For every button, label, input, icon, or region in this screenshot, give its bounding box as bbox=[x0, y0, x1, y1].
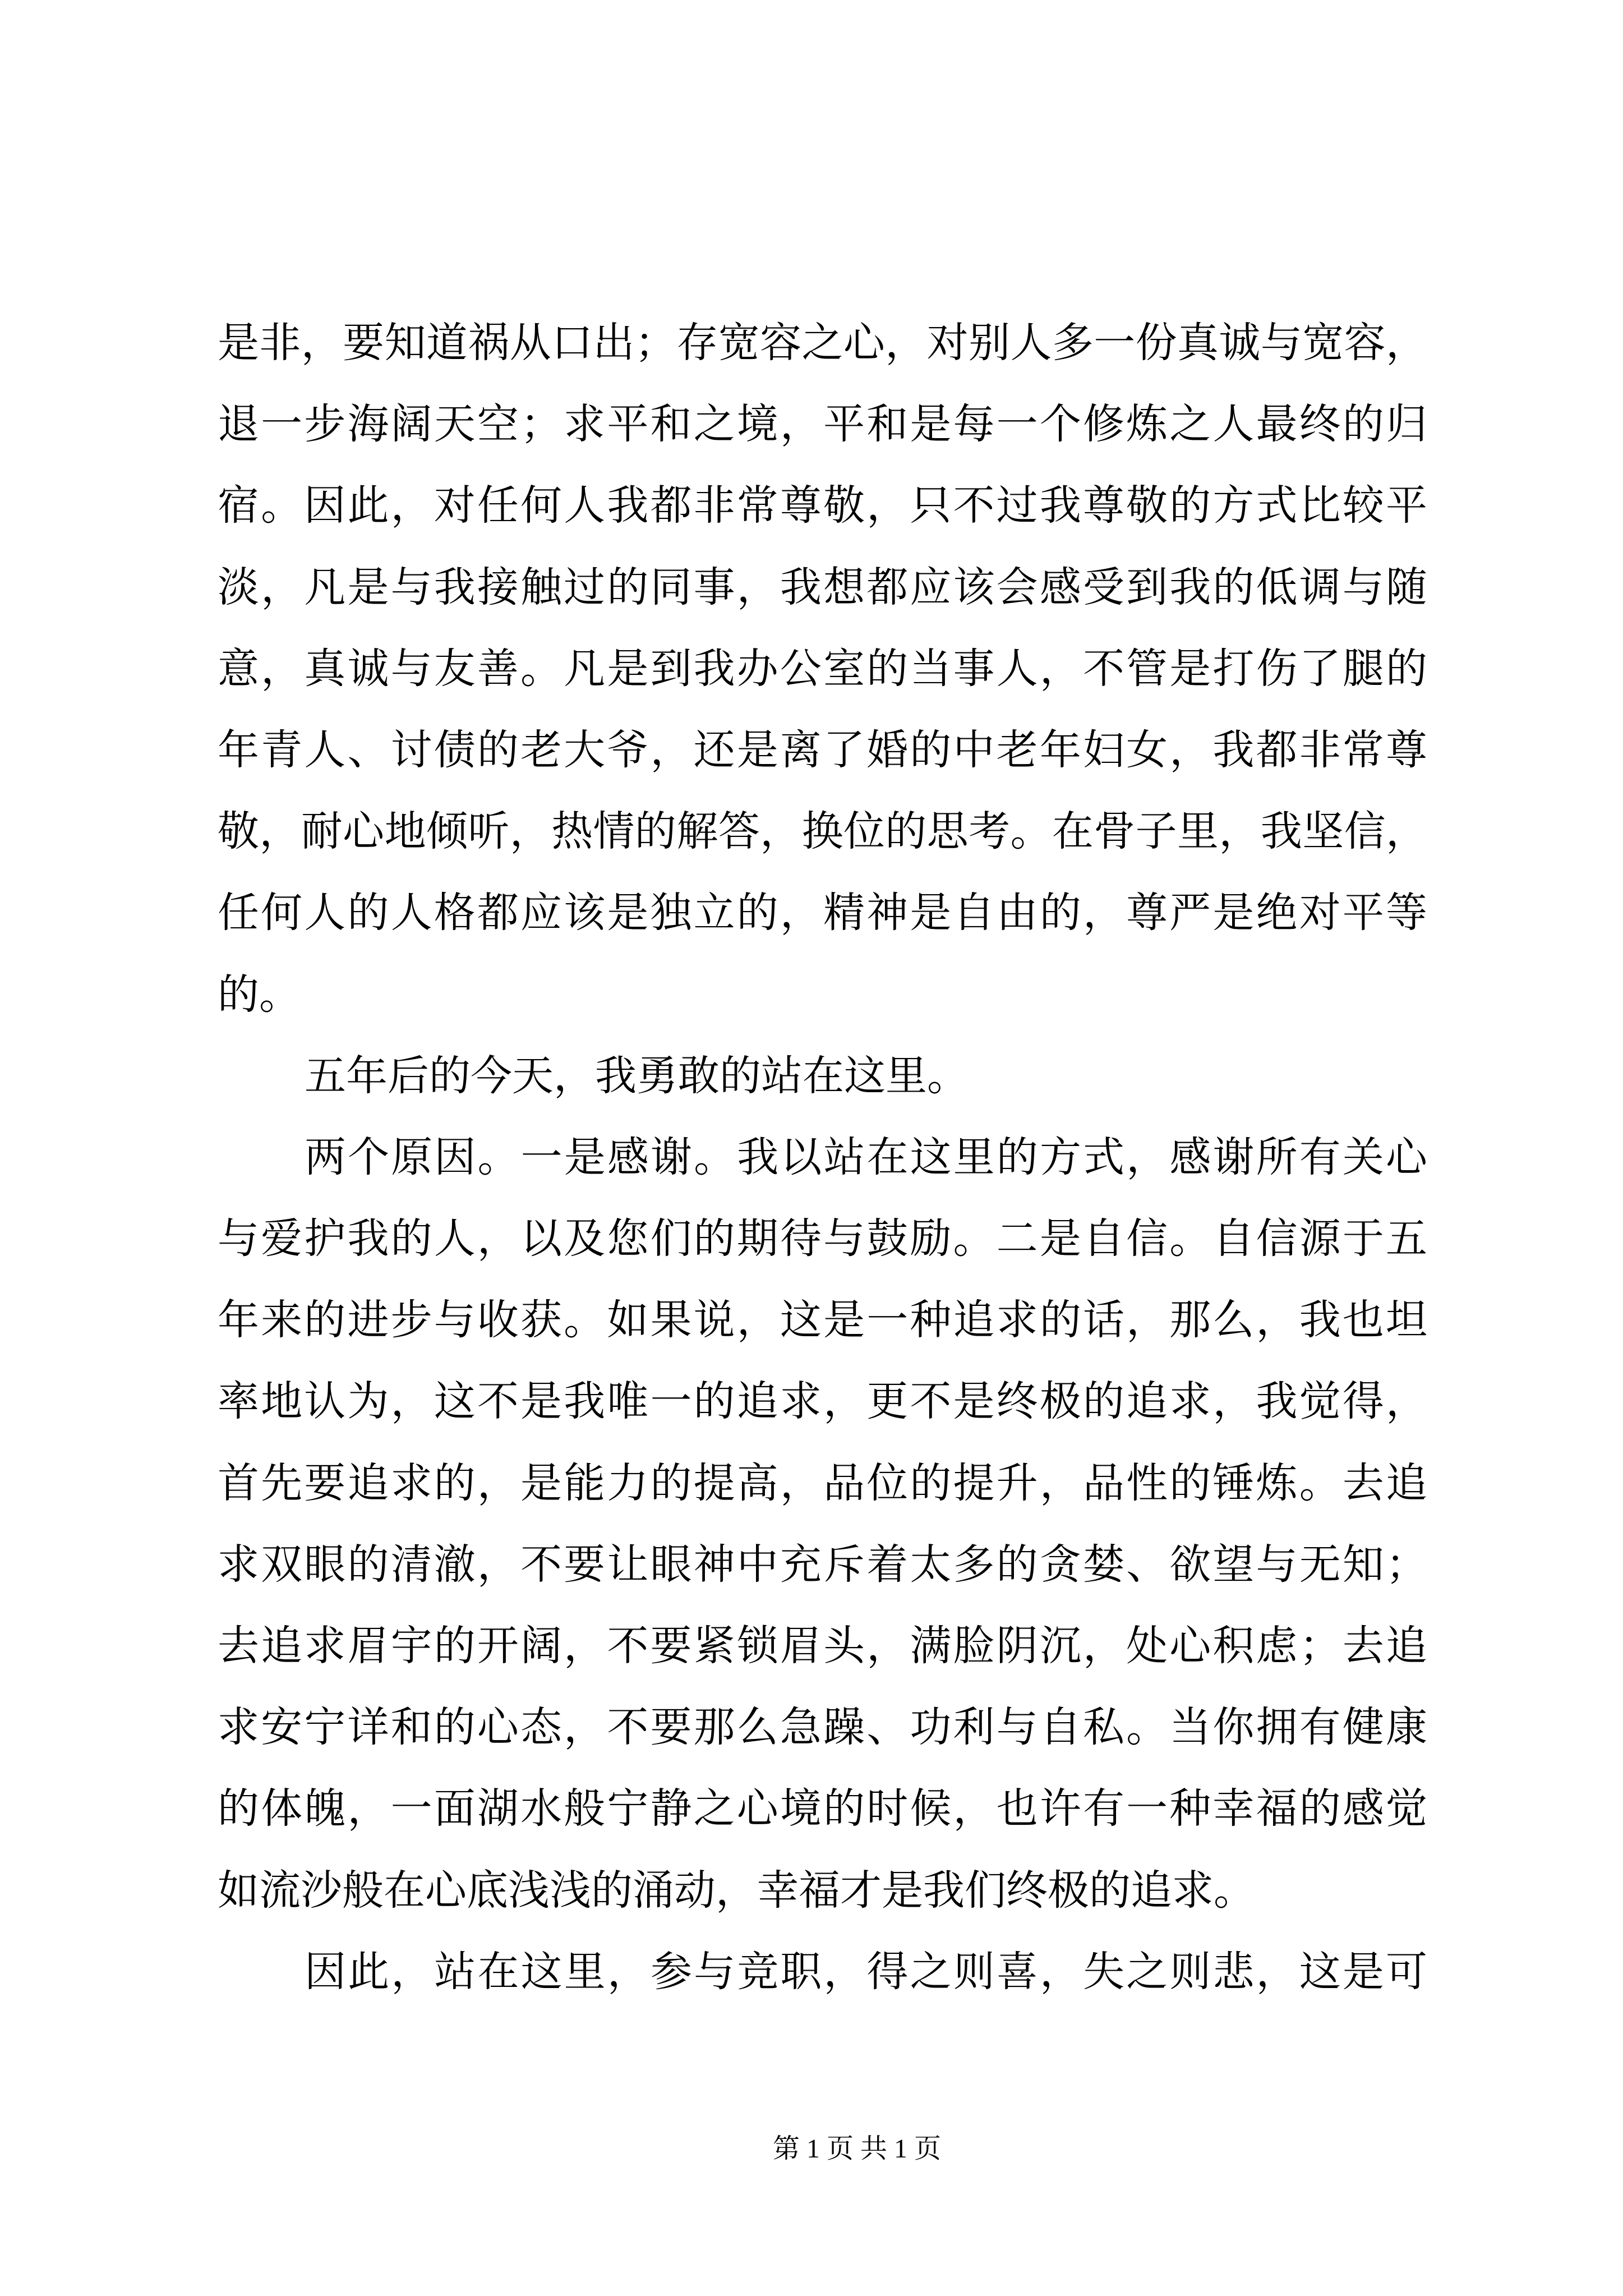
text-line: 宿。因此，对任何人我都非常尊敬，只不过我尊敬的方式比较平 bbox=[218, 481, 1427, 530]
text-line: 是非，要知道祸从口出；存宽容之心，对别人多一份真诚与宽容， bbox=[218, 319, 1427, 367]
text-line: 如流沙般在心底浅浅的涌动，幸福才是我们终极的追求。 bbox=[218, 1866, 1255, 1915]
paragraph bbox=[218, 1117, 1427, 1931]
text-line: 年青人、讨债的老大爷，还是离了婚的中老年妇女，我都非常尊 bbox=[218, 725, 1427, 774]
paragraph bbox=[218, 1931, 1427, 2013]
text-line: 的体魄，一面湖水般宁静之心境的时候，也许有一种幸福的感觉 bbox=[218, 1784, 1427, 1833]
page-number-indicator: 第 1 页 共 1 页 bbox=[772, 2134, 941, 2164]
text-line: 两个原因。一是感谢。我以站在这里的方式，感谢所有关心 bbox=[305, 1133, 1427, 1181]
text-line: 求安宁详和的心态，不要那么急躁、功利与自私。当你拥有健康 bbox=[218, 1703, 1427, 1752]
text-line: 年来的进步与收获。如果说，这是一种追求的话，那么，我也坦 bbox=[218, 1296, 1427, 1345]
text-line: 意，真诚与友善。凡是到我办公室的当事人，不管是打伤了腿的 bbox=[218, 644, 1427, 693]
paragraph bbox=[218, 1036, 1427, 1117]
text-line: 退一步海阔天空；求平和之境，平和是每一个修炼之人最终的归 bbox=[218, 400, 1427, 449]
text-line: 敬，耐心地倾听，热情的解答，换位的思考。在骨子里，我坚信， bbox=[218, 807, 1427, 856]
text-line: 因此，站在这里，参与竞职，得之则喜，失之则悲，这是可 bbox=[305, 1947, 1427, 1996]
text-line: 淡，凡是与我接触过的同事，我想都应该会感受到我的低调与随 bbox=[218, 563, 1427, 611]
text-line: 五年后的今天，我勇敢的站在这里。 bbox=[305, 1051, 969, 1100]
text-line: 求双眼的清澈，不要让眼神中充斥着太多的贪婪、欲望与无知； bbox=[218, 1540, 1427, 1589]
text-line: 首先要追求的，是能力的提高，品位的提升，品性的锤炼。去追 bbox=[218, 1458, 1427, 1507]
text-line: 率地认为，这不是我唯一的追求，更不是终极的追求，我觉得， bbox=[218, 1377, 1427, 1426]
paragraph bbox=[218, 302, 1427, 1036]
text-line: 任何人的人格都应该是独立的，精神是自由的，尊严是绝对平等 bbox=[218, 889, 1427, 937]
page-footer bbox=[633, 2129, 1081, 2169]
text-line: 与爱护我的人，以及您们的期待与鼓励。二是自信。自信源于五 bbox=[218, 1214, 1427, 1263]
text-line: 的。 bbox=[218, 970, 301, 1019]
text-line: 去追求眉宇的开阔，不要紧锁眉头，满脸阴沉，处心积虑；去追 bbox=[218, 1622, 1427, 1670]
body-text bbox=[218, 302, 1427, 2013]
